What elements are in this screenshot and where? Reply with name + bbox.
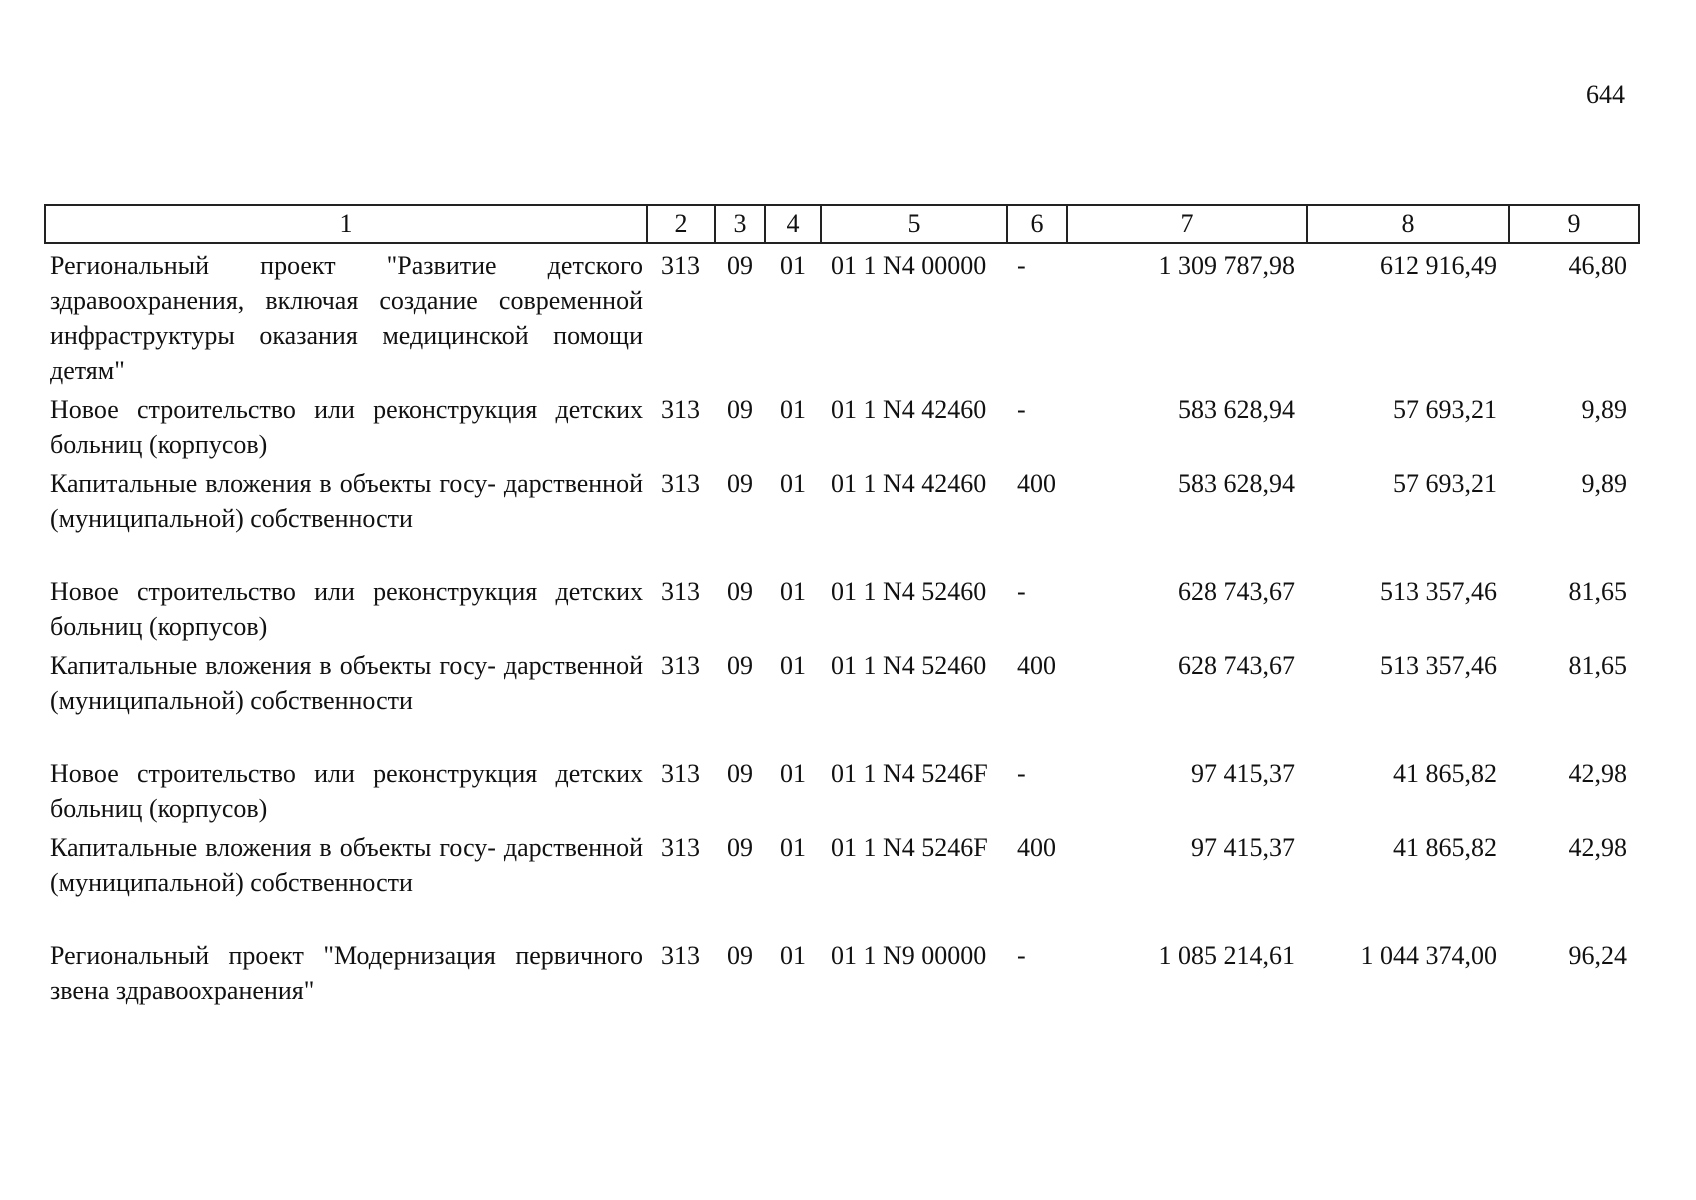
cell-col9: 81,65 (1568, 577, 1627, 606)
table-row (45, 536, 1639, 644)
cell-col5: 01 1 N4 00000 (831, 251, 987, 280)
cell-col8: 41 865,82 (1393, 833, 1497, 862)
header-cell: 8 (1307, 205, 1509, 243)
cell-col9: 9,89 (1581, 395, 1627, 424)
cell-col4: 01 (780, 833, 806, 862)
cell-col6: 400 (1017, 651, 1056, 680)
cell-col4: 01 (780, 941, 806, 970)
table-row (45, 718, 1639, 826)
cell-col5: 01 1 N4 42460 (831, 395, 987, 424)
cell-col7: 1 085 214,61 (1158, 941, 1295, 970)
cell-col3: 09 (727, 469, 753, 498)
cell-col9: 81,65 (1568, 651, 1627, 680)
cell-col3: 09 (727, 651, 753, 680)
cell-col2: 313 (661, 651, 700, 680)
header-cell: 9 (1509, 205, 1639, 243)
row-name: Новое строительство или реконструкция детских больниц (корпусов) (50, 395, 643, 459)
cell-col7: 628 743,67 (1178, 651, 1295, 680)
cell-col3: 09 (727, 577, 753, 606)
cell-col5: 01 1 N4 5246F (831, 833, 988, 862)
cell-col2: 313 (661, 941, 700, 970)
cell-col2: 313 (661, 759, 700, 788)
cell-col6: - (1017, 251, 1026, 280)
header-cell: 5 (821, 205, 1007, 243)
table-row (45, 462, 1639, 536)
page-number: 644 (1586, 80, 1625, 109)
cell-col9: 46,80 (1568, 251, 1627, 280)
cell-col6: 400 (1017, 469, 1056, 498)
cell-col9: 42,98 (1568, 833, 1627, 862)
cell-col3: 09 (727, 251, 753, 280)
cell-col5: 01 1 N4 52460 (831, 577, 987, 606)
cell-col6: - (1017, 941, 1026, 970)
cell-col3: 09 (727, 941, 753, 970)
cell-col5: 01 1 N4 52460 (831, 651, 987, 680)
header-cell: 1 (45, 205, 647, 243)
header-cell: 4 (765, 205, 821, 243)
cell-col7: 97 415,37 (1191, 833, 1295, 862)
cell-col4: 01 (780, 577, 806, 606)
cell-col9: 42,98 (1568, 759, 1627, 788)
cell-col4: 01 (780, 651, 806, 680)
cell-col6: - (1017, 577, 1026, 606)
cell-col8: 612 916,49 (1380, 251, 1497, 280)
cell-col4: 01 (780, 251, 806, 280)
table-header (45, 205, 1639, 243)
cell-col2: 313 (661, 577, 700, 606)
cell-col8: 57 693,21 (1393, 395, 1497, 424)
cell-col7: 628 743,67 (1178, 577, 1295, 606)
cell-col7: 1 309 787,98 (1158, 251, 1295, 280)
cell-col2: 313 (661, 395, 700, 424)
row-name: Новое строительство или реконструкция детских больниц (корпусов) (50, 759, 643, 823)
cell-col8: 41 865,82 (1393, 759, 1497, 788)
cell-col6: - (1017, 395, 1026, 424)
header-cell: 7 (1067, 205, 1307, 243)
cell-col3: 09 (727, 395, 753, 424)
cell-col6: 400 (1017, 833, 1056, 862)
row-name: Региональный проект "Развитие детского здравоохранения, включая создание современной инфраструктуры оказания медицинской помощи детям" (50, 251, 643, 385)
cell-col2: 313 (661, 833, 700, 862)
cell-col4: 01 (780, 395, 806, 424)
row-name: Капитальные вложения в объекты госу- дарственной (муниципальной) собственности (50, 469, 643, 533)
cell-col3: 09 (727, 833, 753, 862)
table-row (45, 644, 1639, 718)
cell-col9: 9,89 (1581, 469, 1627, 498)
cell-col2: 313 (661, 251, 700, 280)
table-row (45, 243, 1639, 388)
table-row (45, 826, 1639, 900)
row-name: Капитальные вложения в объекты госу- дарственной (муниципальной) собственности (50, 833, 643, 897)
cell-col4: 01 (780, 469, 806, 498)
header-cell: 3 (715, 205, 765, 243)
cell-col5: 01 1 N4 42460 (831, 469, 987, 498)
table-row (45, 900, 1639, 1008)
cell-col4: 01 (780, 759, 806, 788)
cell-col7: 583 628,94 (1178, 469, 1295, 498)
header-cell: 6 (1007, 205, 1067, 243)
cell-col3: 09 (727, 759, 753, 788)
row-name: Региональный проект "Модернизация первичного звена здравоохранения" (50, 941, 643, 1005)
table-row (45, 388, 1639, 462)
cell-col9: 96,24 (1568, 941, 1627, 970)
budget-table (44, 204, 1640, 1008)
cell-col8: 57 693,21 (1393, 469, 1497, 498)
cell-col2: 313 (661, 469, 700, 498)
cell-col8: 1 044 374,00 (1360, 941, 1497, 970)
cell-col8: 513 357,46 (1380, 577, 1497, 606)
row-name: Новое строительство или реконструкция детских больниц (корпусов) (50, 577, 643, 641)
cell-col8: 513 357,46 (1380, 651, 1497, 680)
cell-col7: 97 415,37 (1191, 759, 1295, 788)
cell-col5: 01 1 N4 5246F (831, 759, 988, 788)
cell-col6: - (1017, 759, 1026, 788)
row-name: Капитальные вложения в объекты госу- дарственной (муниципальной) собственности (50, 651, 643, 715)
cell-col5: 01 1 N9 00000 (831, 941, 987, 970)
header-cell: 2 (647, 205, 715, 243)
cell-col7: 583 628,94 (1178, 395, 1295, 424)
